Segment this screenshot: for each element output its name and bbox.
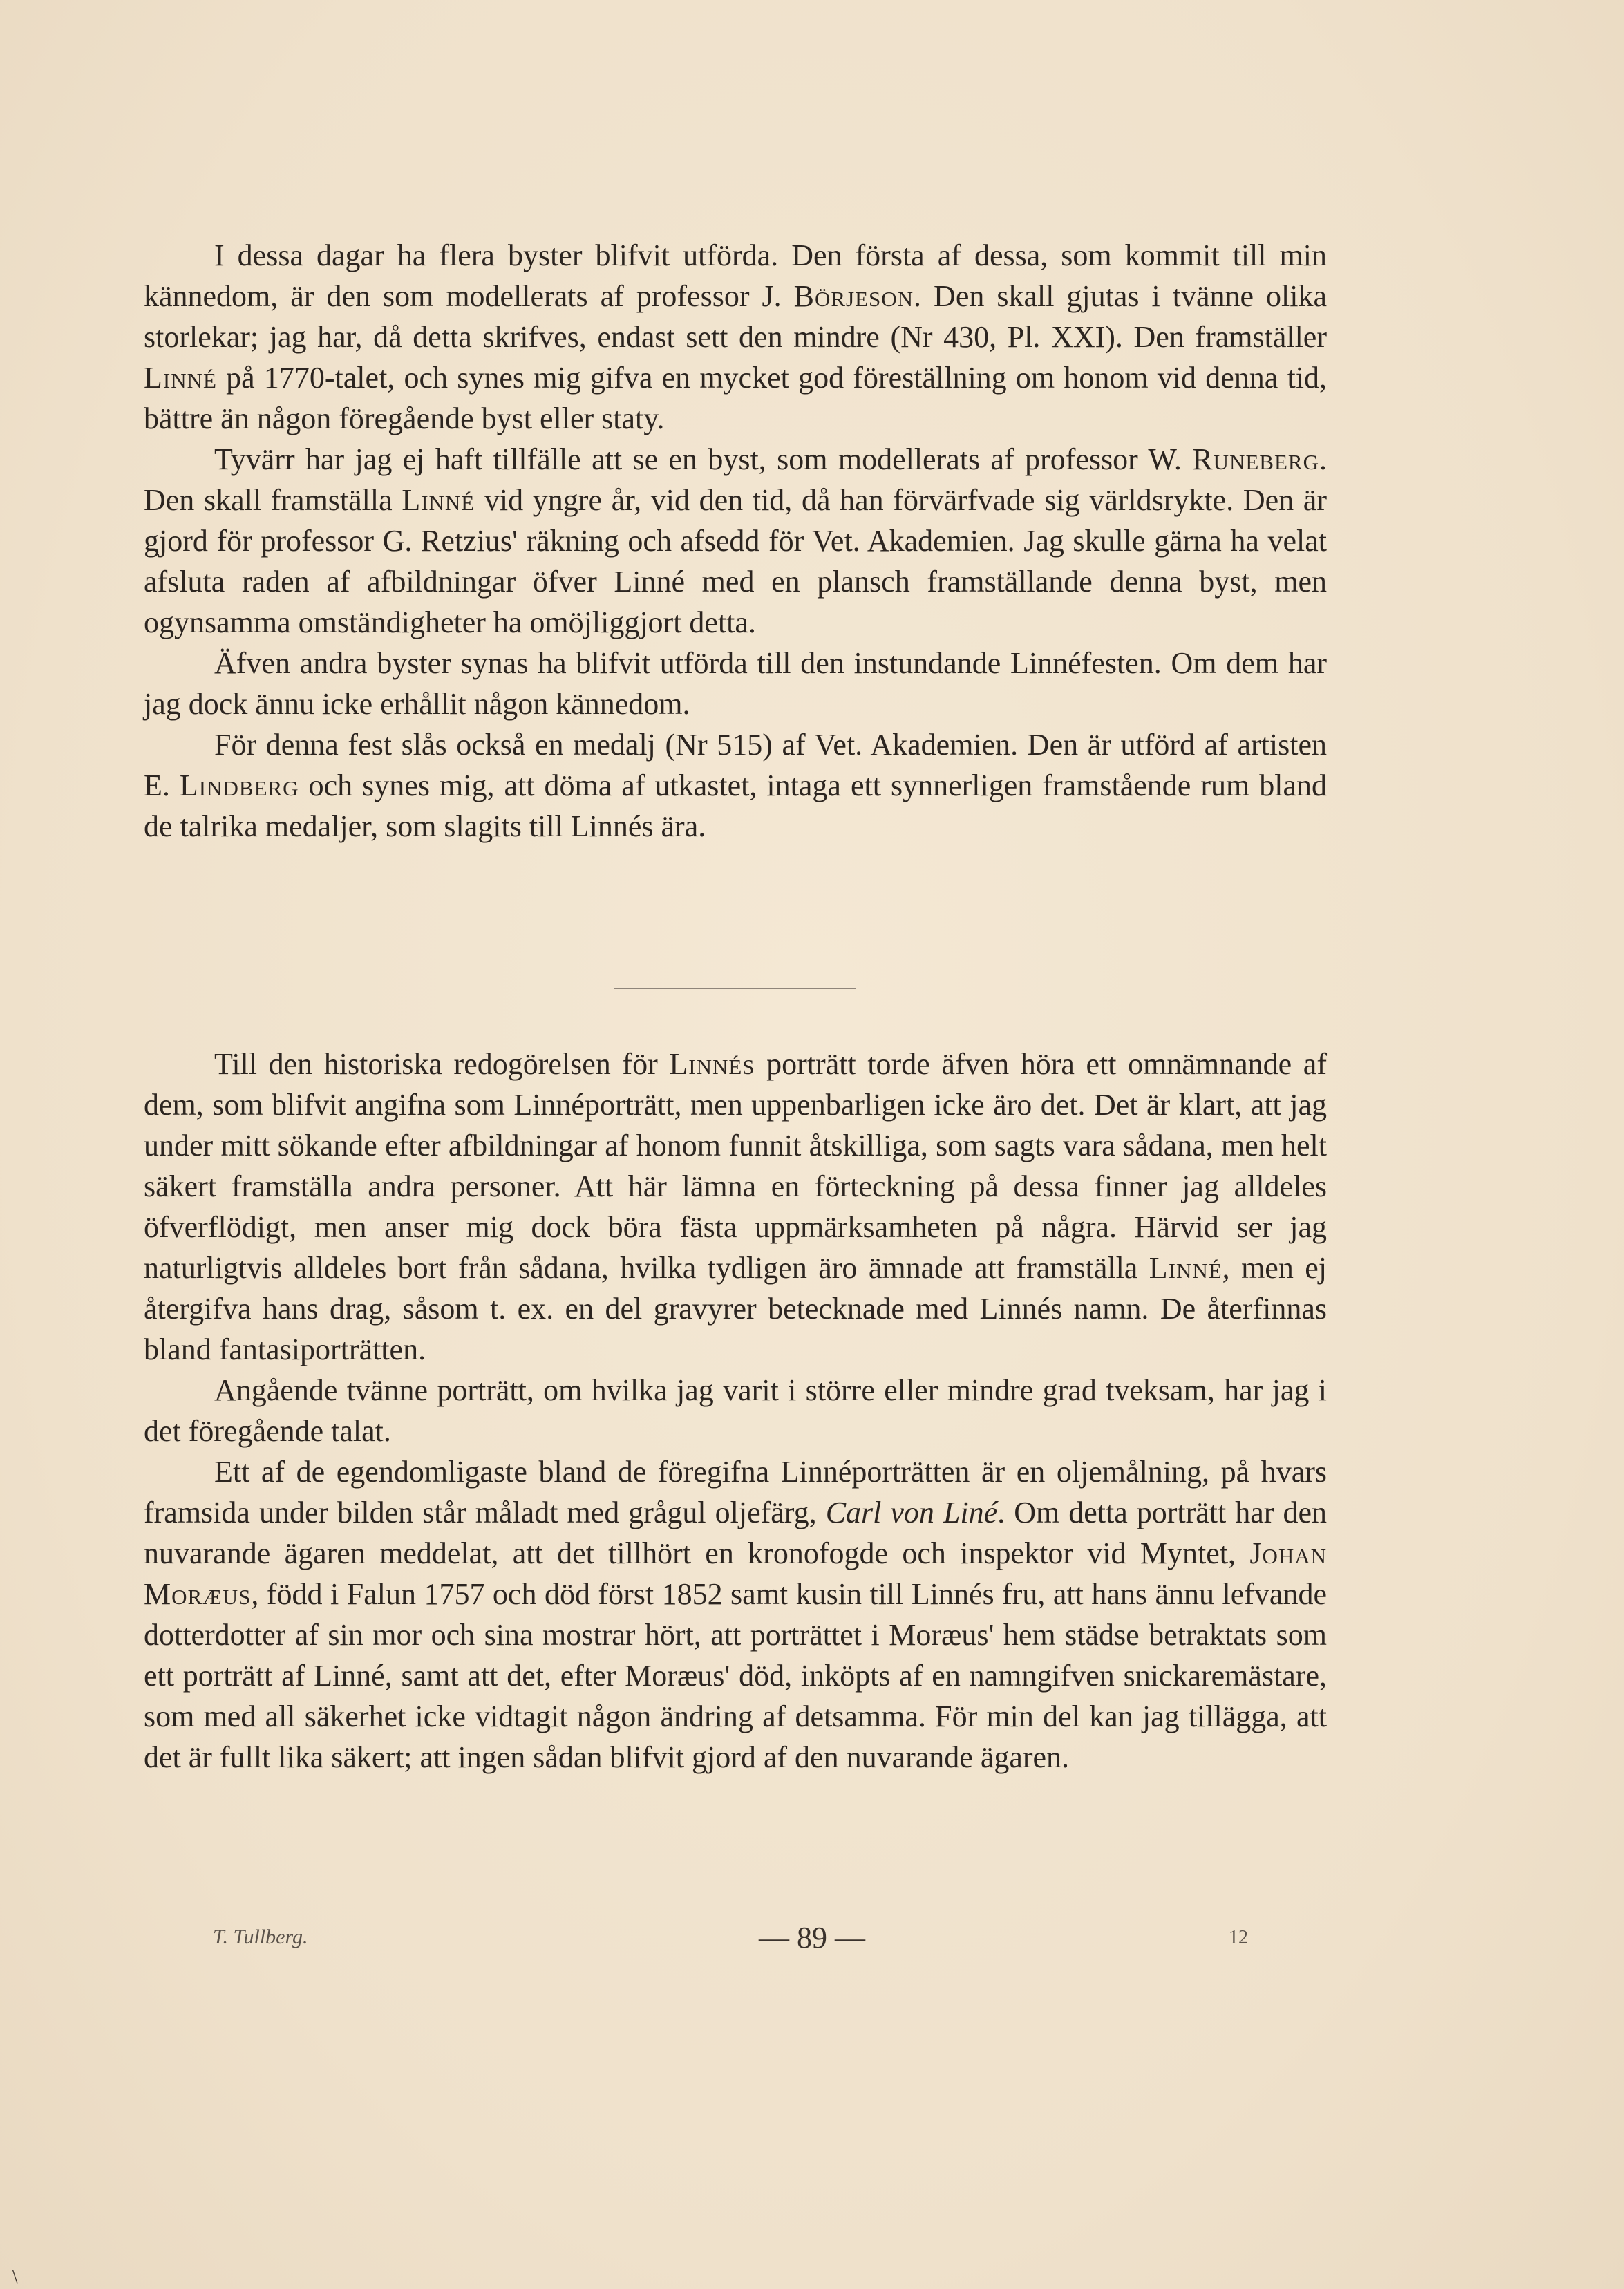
text-run: Till den historiska redogörelsen för xyxy=(214,1047,670,1081)
text-run: Ett af de egendomligaste bland de föregifna Linnéporträtten är en oljemålning, på hvars framsida under bilden står måladt med grågul oljefärg, xyxy=(144,1455,1327,1529)
text-run: porträtt torde äfven höra ett omnämnande af dem, som blifvit angifna som Linnéporträtt, men uppenbarligen icke äro det. Det är klart, att jag under mitt sökande efter afbildningar af honom funnit åtskilliga, som sagts vara sådana, men helt säkert framställa andra personer. Att här lämna en förteckning på dessa finner jag alldeles öfverflödigt, men anser mig dock böra fästa uppmärksamheten på några. Härvid ser jag naturligtvis alldeles bort från sådana, hvilka tydligen äro ämnade att framställa xyxy=(144,1047,1327,1285)
text-run: vid yngre år, vid den tid, då han förvärfvade sig världsrykte. Den är gjord för professor G. Retzius' räkning och afsedd för Vet. Akademien. Jag skulle gärna ha velat afsluta raden af afbildningar öfver Linné med en plansch framställande denna byst, men ogynsamma omständigheter ha omöjliggjort detta. xyxy=(144,483,1327,639)
printer-credit: T. Tullberg. xyxy=(213,1925,308,1948)
text-run: . Den skall framställa xyxy=(144,442,1327,517)
name-smallcaps: Linné xyxy=(402,483,475,517)
text-run: Äfven andra byster synas ha blifvit utförda till den instundande Linnéfesten. Om dem har jag dock ännu icke erhållit någon kännedom. xyxy=(144,646,1327,721)
text-run: , född i Falun 1757 och död först 1852 samt kusin till Linnés fru, att hans ännu lefvande dotterdotter af sin mor och sina mostrar hört, att porträttet i Moræus' hem städse betraktats som ett porträtt af Linné, samt att det, efter Moræus' död, inköpts af en namngifven snickaremästare, som med all säkerhet icke vidtagit någon ändring af detsamma. För min del kan jag tillägga, att det är fullt lika säkert; att ingen sådan blifvit gjord af den nuvarande ägaren. xyxy=(144,1577,1327,1774)
text-section-false-portraits xyxy=(144,1044,1327,1778)
text-run: Tyvärr har jag ej haft tillfälle att se en byst, som modellerats af professor W. xyxy=(214,442,1193,476)
name-smallcaps: Linnés xyxy=(669,1047,755,1081)
text-run: Angående tvänne porträtt, om hvilka jag varit i större eller mindre grad tveksam, har jag i det föregående talat. xyxy=(144,1373,1327,1448)
paragraph xyxy=(144,235,1327,439)
page-footer xyxy=(0,1920,1624,1961)
page-number: — 89 — xyxy=(759,1921,865,1954)
margin-mark: \ xyxy=(12,2267,18,2288)
text-run: på 1770-talet, och synes mig gifva en mycket god föreställning om honom vid denna tid, bättre än någon föregående byst eller staty. xyxy=(144,361,1327,435)
name-smallcaps: Börjeson xyxy=(793,279,914,313)
text-run: , men ej återgifva hans drag, såsom t. ex. en del gravyrer betecknade med Linnés namn. De återfinnas bland fantasiporträtten. xyxy=(144,1251,1327,1366)
section-divider xyxy=(614,988,856,989)
name-smallcaps: Runeberg xyxy=(1192,442,1319,476)
text-run: och synes mig, att döma af utkastet, intaga ett synnerligen framstående rum bland de talrika medaljer, som slagits till Linnés ära. xyxy=(144,769,1327,843)
text-run: I dessa dagar ha flera byster blifvit utförda. Den första af dessa, som kommit till min kännedom, är den som modellerats af professor J. xyxy=(144,238,1327,313)
name-smallcaps: Lindberg xyxy=(179,769,299,802)
signature-mark: 12 xyxy=(1229,1927,1248,1948)
paragraph xyxy=(144,643,1327,724)
text-section-busts xyxy=(144,235,1327,847)
text-run: . Den skall gjutas i tvänne olika storlekar; jag har, då detta skrifves, endast sett den mindre (Nr 430, Pl. XXI). Den framställer xyxy=(144,279,1328,354)
paragraph xyxy=(144,1451,1327,1778)
name-smallcaps: Johan Moræus xyxy=(144,1536,1327,1611)
name-smallcaps: Linné xyxy=(1149,1251,1222,1285)
paragraph xyxy=(144,1370,1327,1451)
paragraph xyxy=(144,724,1327,847)
text-run: . Om detta porträtt har den nuvarande ägaren meddelat, att det tillhört en kronofogde och inspektor vid Myntet, xyxy=(144,1496,1328,1570)
inscription-italic: Carl von Liné xyxy=(825,1496,998,1529)
paragraph xyxy=(144,1044,1327,1370)
name-smallcaps: Linné xyxy=(144,361,217,395)
paragraph xyxy=(144,439,1327,643)
text-run: För denna fest slås också en medalj (Nr 515) af Vet. Akademien. Den är utförd af artisten E. xyxy=(144,728,1327,802)
